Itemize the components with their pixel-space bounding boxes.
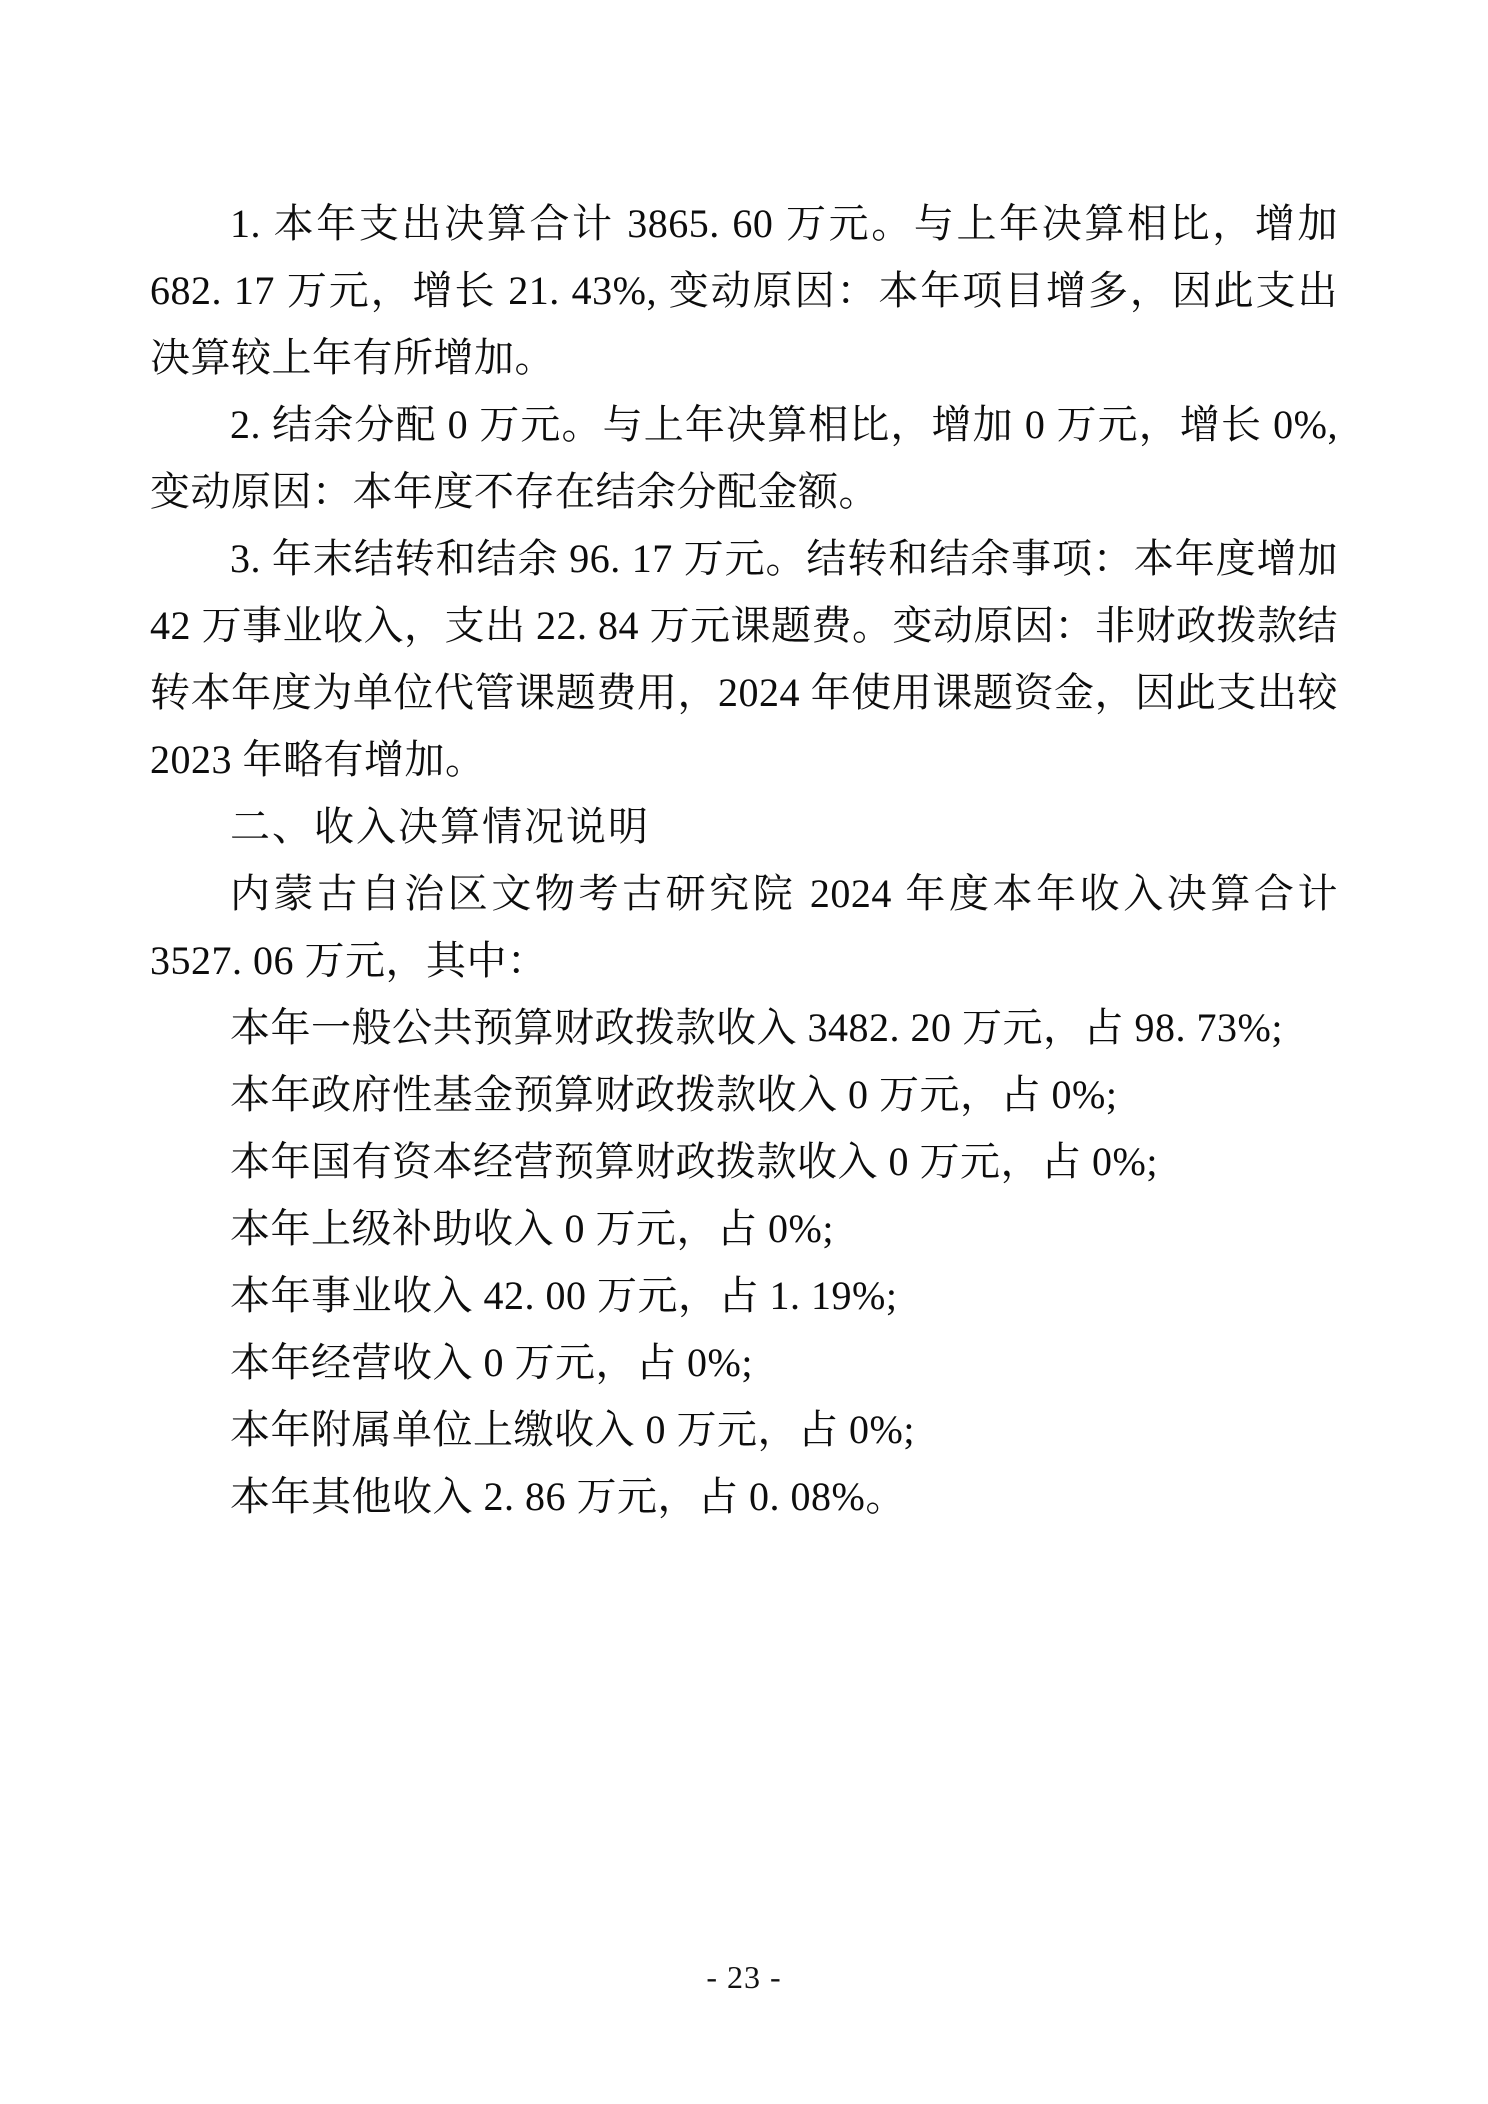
section-heading-income: 二、收入决算情况说明	[230, 804, 650, 849]
income-item: 本年事业收入 42. 00 万元，占 1. 19%;	[230, 1273, 898, 1318]
paragraph-surplus-distribution: 2. 结余分配 0 万元。与上年决算相比，增加 0 万元，增长 0%, 变动原因：本年度不存在结余分配金额。	[150, 402, 1338, 514]
paragraph-income-intro: 内蒙古自治区文物考古研究院 2024 年度本年收入决算合计 3527. 06 万元，其中：	[150, 871, 1338, 983]
paragraph-expenditure-total: 1. 本年支出决算合计 3865. 60 万元。与上年决算相比，增加 682. 17 万元，增长 21. 43%, 变动原因：本年项目增多，因此支出决算较上年有所增加。	[150, 201, 1338, 380]
income-item: 本年政府性基金预算财政拨款收入 0 万元，占 0%;	[230, 1072, 1118, 1117]
page-number: - 23 -	[706, 1959, 782, 1995]
document-body	[150, 190, 1338, 1530]
income-item: 本年上级补助收入 0 万元，占 0%;	[230, 1206, 834, 1251]
income-item: 本年经营收入 0 万元，占 0%;	[230, 1340, 753, 1385]
income-item: 本年一般公共预算财政拨款收入 3482. 20 万元，占 98. 73%;	[230, 1005, 1283, 1050]
income-item: 本年附属单位上缴收入 0 万元，占 0%;	[230, 1407, 915, 1452]
income-item: 本年其他收入 2. 86 万元，占 0. 08%。	[230, 1474, 906, 1519]
income-item: 本年国有资本经营预算财政拨款收入 0 万元，占 0%;	[230, 1139, 1158, 1184]
paragraph-year-end-carryover: 3. 年末结转和结余 96. 17 万元。结转和结余事项：本年度增加 42 万事业收入，支出 22. 84 万元课题费。变动原因：非财政拨款结转本年度为单位代管课题费用，2024 年使用课题资金，因此支出较 2023 年略有增加。	[150, 536, 1338, 782]
